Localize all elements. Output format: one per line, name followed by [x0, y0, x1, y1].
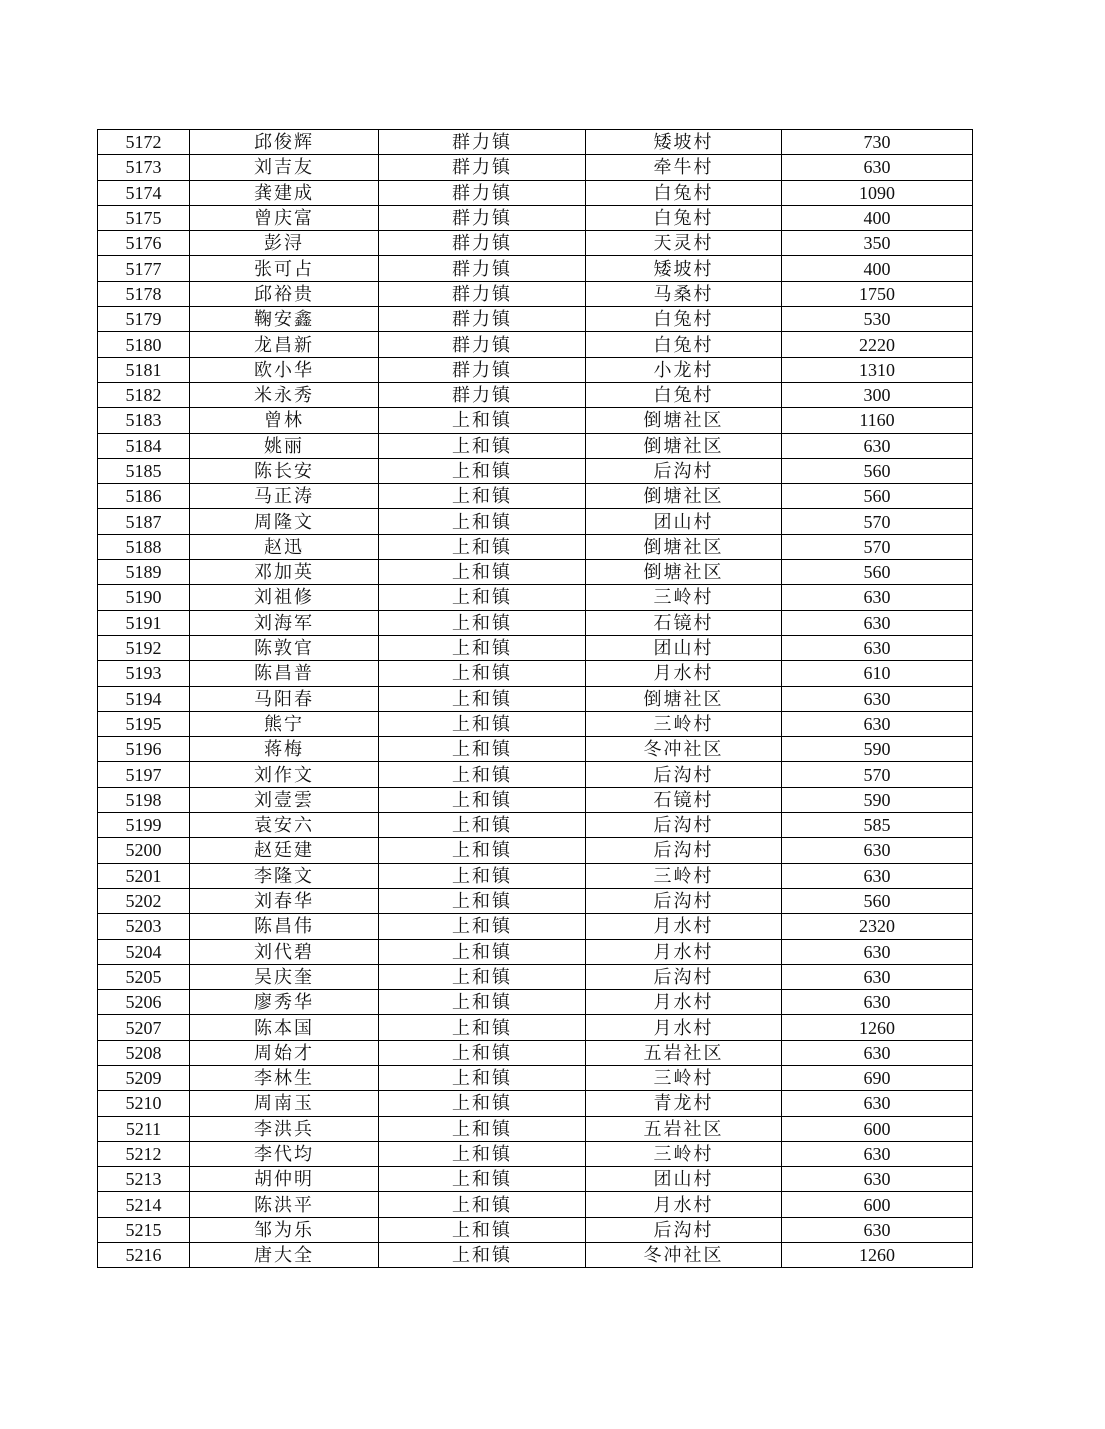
cell-serial-number: 5210 — [98, 1091, 190, 1116]
cell-amount: 1160 — [782, 408, 973, 433]
cell-amount: 630 — [782, 863, 973, 888]
cell-village: 三岭村 — [586, 1141, 782, 1166]
cell-name: 李代均 — [190, 1141, 379, 1166]
cell-town: 上和镇 — [379, 964, 586, 989]
cell-amount: 585 — [782, 813, 973, 838]
cell-village: 白兔村 — [586, 180, 782, 205]
cell-serial-number: 5208 — [98, 1040, 190, 1065]
cell-name: 马阳春 — [190, 686, 379, 711]
table-row — [98, 509, 973, 534]
cell-serial-number: 5177 — [98, 256, 190, 281]
cell-amount: 630 — [782, 433, 973, 458]
cell-serial-number: 5188 — [98, 534, 190, 559]
cell-village: 五岩社区 — [586, 1040, 782, 1065]
cell-name: 周南玉 — [190, 1091, 379, 1116]
cell-name: 刘壹雲 — [190, 787, 379, 812]
cell-amount: 560 — [782, 484, 973, 509]
cell-serial-number: 5185 — [98, 458, 190, 483]
cell-amount: 1260 — [782, 1243, 973, 1268]
table-row — [98, 813, 973, 838]
cell-serial-number: 5175 — [98, 205, 190, 230]
cell-town: 上和镇 — [379, 686, 586, 711]
table-row — [98, 585, 973, 610]
cell-amount: 630 — [782, 610, 973, 635]
cell-village: 矮坡村 — [586, 130, 782, 155]
cell-amount: 530 — [782, 307, 973, 332]
table-row — [98, 130, 973, 155]
cell-town: 群力镇 — [379, 281, 586, 306]
table-row — [98, 332, 973, 357]
cell-serial-number: 5176 — [98, 231, 190, 256]
cell-amount: 630 — [782, 1167, 973, 1192]
cell-town: 群力镇 — [379, 256, 586, 281]
cell-town: 群力镇 — [379, 155, 586, 180]
cell-town: 上和镇 — [379, 1116, 586, 1141]
cell-amount: 630 — [782, 838, 973, 863]
cell-serial-number: 5172 — [98, 130, 190, 155]
cell-amount: 1310 — [782, 357, 973, 382]
cell-name: 鞠安鑫 — [190, 307, 379, 332]
table-row — [98, 1116, 973, 1141]
cell-name: 李隆文 — [190, 863, 379, 888]
cell-serial-number: 5202 — [98, 888, 190, 913]
cell-town: 上和镇 — [379, 585, 586, 610]
cell-village: 倒塘社区 — [586, 484, 782, 509]
table-row — [98, 787, 973, 812]
cell-amount: 630 — [782, 1141, 973, 1166]
table-row — [98, 256, 973, 281]
cell-village: 月水村 — [586, 990, 782, 1015]
cell-town: 上和镇 — [379, 408, 586, 433]
table-row — [98, 357, 973, 382]
table-row — [98, 155, 973, 180]
cell-village: 团山村 — [586, 509, 782, 534]
table-row — [98, 534, 973, 559]
table-row — [98, 560, 973, 585]
cell-village: 马桑村 — [586, 281, 782, 306]
cell-town: 上和镇 — [379, 1065, 586, 1090]
cell-serial-number: 5216 — [98, 1243, 190, 1268]
cell-amount: 630 — [782, 711, 973, 736]
cell-village: 白兔村 — [586, 307, 782, 332]
cell-town: 上和镇 — [379, 509, 586, 534]
cell-amount: 690 — [782, 1065, 973, 1090]
cell-serial-number: 5213 — [98, 1167, 190, 1192]
cell-serial-number: 5184 — [98, 433, 190, 458]
cell-amount: 1750 — [782, 281, 973, 306]
cell-village: 后沟村 — [586, 813, 782, 838]
cell-serial-number: 5207 — [98, 1015, 190, 1040]
table-row — [98, 180, 973, 205]
cell-town: 上和镇 — [379, 1192, 586, 1217]
cell-town: 上和镇 — [379, 433, 586, 458]
cell-amount: 600 — [782, 1116, 973, 1141]
cell-serial-number: 5211 — [98, 1116, 190, 1141]
cell-amount: 630 — [782, 1040, 973, 1065]
cell-village: 后沟村 — [586, 838, 782, 863]
cell-name: 欧小华 — [190, 357, 379, 382]
cell-town: 上和镇 — [379, 560, 586, 585]
cell-name: 李林生 — [190, 1065, 379, 1090]
cell-serial-number: 5209 — [98, 1065, 190, 1090]
cell-name: 蒋梅 — [190, 737, 379, 762]
cell-name: 廖秀华 — [190, 990, 379, 1015]
table-row — [98, 1091, 973, 1116]
cell-village: 青龙村 — [586, 1091, 782, 1116]
cell-village: 团山村 — [586, 1167, 782, 1192]
cell-town: 群力镇 — [379, 130, 586, 155]
cell-name: 唐大全 — [190, 1243, 379, 1268]
cell-name: 陈洪平 — [190, 1192, 379, 1217]
cell-amount: 730 — [782, 130, 973, 155]
cell-name: 龚建成 — [190, 180, 379, 205]
table-row — [98, 231, 973, 256]
cell-name: 刘海军 — [190, 610, 379, 635]
cell-name: 马正涛 — [190, 484, 379, 509]
cell-amount: 630 — [782, 990, 973, 1015]
cell-town: 上和镇 — [379, 1217, 586, 1242]
table-row — [98, 686, 973, 711]
cell-village: 白兔村 — [586, 205, 782, 230]
cell-village: 小龙村 — [586, 357, 782, 382]
cell-amount: 570 — [782, 534, 973, 559]
cell-town: 上和镇 — [379, 888, 586, 913]
cell-amount: 630 — [782, 635, 973, 660]
table-row — [98, 661, 973, 686]
table-row — [98, 433, 973, 458]
cell-village: 月水村 — [586, 939, 782, 964]
cell-serial-number: 5197 — [98, 762, 190, 787]
cell-village: 冬冲社区 — [586, 1243, 782, 1268]
cell-name: 曾庆富 — [190, 205, 379, 230]
cell-serial-number: 5173 — [98, 155, 190, 180]
table-row — [98, 863, 973, 888]
cell-town: 上和镇 — [379, 737, 586, 762]
cell-amount: 570 — [782, 509, 973, 534]
cell-name: 陈昌普 — [190, 661, 379, 686]
cell-town: 上和镇 — [379, 1141, 586, 1166]
cell-serial-number: 5206 — [98, 990, 190, 1015]
cell-town: 群力镇 — [379, 231, 586, 256]
cell-town: 群力镇 — [379, 180, 586, 205]
cell-serial-number: 5198 — [98, 787, 190, 812]
cell-village: 三岭村 — [586, 1065, 782, 1090]
table-row — [98, 484, 973, 509]
table-row — [98, 964, 973, 989]
cell-amount: 560 — [782, 458, 973, 483]
cell-name: 邓加英 — [190, 560, 379, 585]
table-row — [98, 205, 973, 230]
cell-serial-number: 5178 — [98, 281, 190, 306]
cell-name: 李洪兵 — [190, 1116, 379, 1141]
cell-serial-number: 5200 — [98, 838, 190, 863]
table-row — [98, 610, 973, 635]
cell-town: 上和镇 — [379, 610, 586, 635]
cell-village: 白兔村 — [586, 382, 782, 407]
cell-name: 邹为乐 — [190, 1217, 379, 1242]
cell-amount: 630 — [782, 1091, 973, 1116]
cell-amount: 560 — [782, 888, 973, 913]
cell-name: 刘吉友 — [190, 155, 379, 180]
cell-amount: 570 — [782, 762, 973, 787]
cell-town: 上和镇 — [379, 863, 586, 888]
cell-name: 陈昌伟 — [190, 914, 379, 939]
table-row — [98, 1192, 973, 1217]
table-row — [98, 762, 973, 787]
cell-village: 冬冲社区 — [586, 737, 782, 762]
cell-town: 上和镇 — [379, 1243, 586, 1268]
cell-amount: 400 — [782, 205, 973, 230]
cell-town: 上和镇 — [379, 484, 586, 509]
cell-name: 袁安六 — [190, 813, 379, 838]
cell-village: 倒塘社区 — [586, 408, 782, 433]
cell-amount: 1090 — [782, 180, 973, 205]
cell-serial-number: 5212 — [98, 1141, 190, 1166]
cell-village: 月水村 — [586, 914, 782, 939]
cell-town: 上和镇 — [379, 711, 586, 736]
cell-village: 白兔村 — [586, 332, 782, 357]
cell-amount: 610 — [782, 661, 973, 686]
table-row — [98, 939, 973, 964]
record-table — [97, 129, 973, 1268]
cell-town: 上和镇 — [379, 661, 586, 686]
cell-name: 姚丽 — [190, 433, 379, 458]
table-row — [98, 711, 973, 736]
cell-amount: 300 — [782, 382, 973, 407]
cell-village: 月水村 — [586, 1192, 782, 1217]
cell-amount: 1260 — [782, 1015, 973, 1040]
cell-town: 上和镇 — [379, 534, 586, 559]
cell-name: 胡仲明 — [190, 1167, 379, 1192]
cell-amount: 630 — [782, 585, 973, 610]
cell-name: 刘代碧 — [190, 939, 379, 964]
cell-serial-number: 5186 — [98, 484, 190, 509]
table-row — [98, 1040, 973, 1065]
cell-amount: 630 — [782, 939, 973, 964]
table-row — [98, 281, 973, 306]
table-row — [98, 1015, 973, 1040]
table-row — [98, 838, 973, 863]
table-row — [98, 888, 973, 913]
cell-amount: 560 — [782, 560, 973, 585]
table-row — [98, 635, 973, 660]
cell-name: 赵迅 — [190, 534, 379, 559]
cell-town: 上和镇 — [379, 990, 586, 1015]
cell-amount: 2220 — [782, 332, 973, 357]
cell-serial-number: 5174 — [98, 180, 190, 205]
cell-name: 龙昌新 — [190, 332, 379, 357]
table-body — [98, 130, 973, 1268]
cell-town: 群力镇 — [379, 332, 586, 357]
cell-village: 三岭村 — [586, 585, 782, 610]
cell-name: 周始才 — [190, 1040, 379, 1065]
cell-serial-number: 5194 — [98, 686, 190, 711]
cell-village: 月水村 — [586, 1015, 782, 1040]
cell-town: 上和镇 — [379, 838, 586, 863]
cell-serial-number: 5191 — [98, 610, 190, 635]
cell-name: 刘春华 — [190, 888, 379, 913]
cell-serial-number: 5214 — [98, 1192, 190, 1217]
cell-name: 邱裕贵 — [190, 281, 379, 306]
cell-name: 刘祖修 — [190, 585, 379, 610]
cell-village: 三岭村 — [586, 711, 782, 736]
cell-serial-number: 5196 — [98, 737, 190, 762]
table-row — [98, 1167, 973, 1192]
cell-village: 后沟村 — [586, 458, 782, 483]
cell-serial-number: 5205 — [98, 964, 190, 989]
table-row — [98, 914, 973, 939]
cell-town: 上和镇 — [379, 635, 586, 660]
cell-serial-number: 5183 — [98, 408, 190, 433]
cell-serial-number: 5189 — [98, 560, 190, 585]
cell-serial-number: 5193 — [98, 661, 190, 686]
cell-town: 上和镇 — [379, 1015, 586, 1040]
cell-name: 吴庆奎 — [190, 964, 379, 989]
cell-serial-number: 5179 — [98, 307, 190, 332]
cell-village: 倒塘社区 — [586, 686, 782, 711]
cell-serial-number: 5195 — [98, 711, 190, 736]
cell-name: 邱俊辉 — [190, 130, 379, 155]
cell-serial-number: 5203 — [98, 914, 190, 939]
cell-name: 张可占 — [190, 256, 379, 281]
cell-serial-number: 5190 — [98, 585, 190, 610]
cell-village: 倒塘社区 — [586, 534, 782, 559]
table-row — [98, 1243, 973, 1268]
cell-serial-number: 5215 — [98, 1217, 190, 1242]
cell-serial-number: 5181 — [98, 357, 190, 382]
cell-town: 上和镇 — [379, 787, 586, 812]
cell-name: 陈本国 — [190, 1015, 379, 1040]
cell-name: 曾林 — [190, 408, 379, 433]
cell-amount: 2320 — [782, 914, 973, 939]
cell-town: 上和镇 — [379, 1167, 586, 1192]
cell-name: 米永秀 — [190, 382, 379, 407]
cell-amount: 350 — [782, 231, 973, 256]
cell-name: 熊宁 — [190, 711, 379, 736]
cell-village: 石镜村 — [586, 610, 782, 635]
cell-town: 上和镇 — [379, 914, 586, 939]
cell-village: 五岩社区 — [586, 1116, 782, 1141]
cell-amount: 630 — [782, 155, 973, 180]
cell-amount: 590 — [782, 737, 973, 762]
table-row — [98, 737, 973, 762]
cell-town: 上和镇 — [379, 1091, 586, 1116]
table-row — [98, 1141, 973, 1166]
cell-amount: 630 — [782, 686, 973, 711]
cell-village: 牵牛村 — [586, 155, 782, 180]
cell-town: 上和镇 — [379, 939, 586, 964]
cell-name: 赵廷建 — [190, 838, 379, 863]
table-row — [98, 458, 973, 483]
cell-serial-number: 5180 — [98, 332, 190, 357]
cell-town: 上和镇 — [379, 458, 586, 483]
cell-village: 矮坡村 — [586, 256, 782, 281]
cell-serial-number: 5199 — [98, 813, 190, 838]
cell-village: 天灵村 — [586, 231, 782, 256]
table-row — [98, 990, 973, 1015]
cell-name: 刘作文 — [190, 762, 379, 787]
cell-amount: 630 — [782, 1217, 973, 1242]
cell-village: 倒塘社区 — [586, 433, 782, 458]
table-row — [98, 307, 973, 332]
cell-amount: 600 — [782, 1192, 973, 1217]
cell-name: 陈长安 — [190, 458, 379, 483]
cell-village: 团山村 — [586, 635, 782, 660]
cell-town: 上和镇 — [379, 1040, 586, 1065]
cell-serial-number: 5182 — [98, 382, 190, 407]
cell-name: 彭浔 — [190, 231, 379, 256]
cell-town: 群力镇 — [379, 307, 586, 332]
cell-town: 群力镇 — [379, 382, 586, 407]
cell-amount: 590 — [782, 787, 973, 812]
table-row — [98, 1217, 973, 1242]
table-row — [98, 1065, 973, 1090]
cell-village: 后沟村 — [586, 964, 782, 989]
table-row — [98, 382, 973, 407]
cell-serial-number: 5201 — [98, 863, 190, 888]
cell-name: 周隆文 — [190, 509, 379, 534]
cell-village: 月水村 — [586, 661, 782, 686]
cell-amount: 400 — [782, 256, 973, 281]
cell-serial-number: 5192 — [98, 635, 190, 660]
cell-town: 上和镇 — [379, 762, 586, 787]
cell-village: 三岭村 — [586, 863, 782, 888]
cell-serial-number: 5187 — [98, 509, 190, 534]
cell-name: 陈敦官 — [190, 635, 379, 660]
cell-town: 群力镇 — [379, 357, 586, 382]
cell-village: 后沟村 — [586, 888, 782, 913]
cell-town: 上和镇 — [379, 813, 586, 838]
cell-village: 倒塘社区 — [586, 560, 782, 585]
cell-village: 后沟村 — [586, 1217, 782, 1242]
cell-serial-number: 5204 — [98, 939, 190, 964]
table-row — [98, 408, 973, 433]
cell-village: 后沟村 — [586, 762, 782, 787]
cell-town: 群力镇 — [379, 205, 586, 230]
cell-amount: 630 — [782, 964, 973, 989]
cell-village: 石镜村 — [586, 787, 782, 812]
